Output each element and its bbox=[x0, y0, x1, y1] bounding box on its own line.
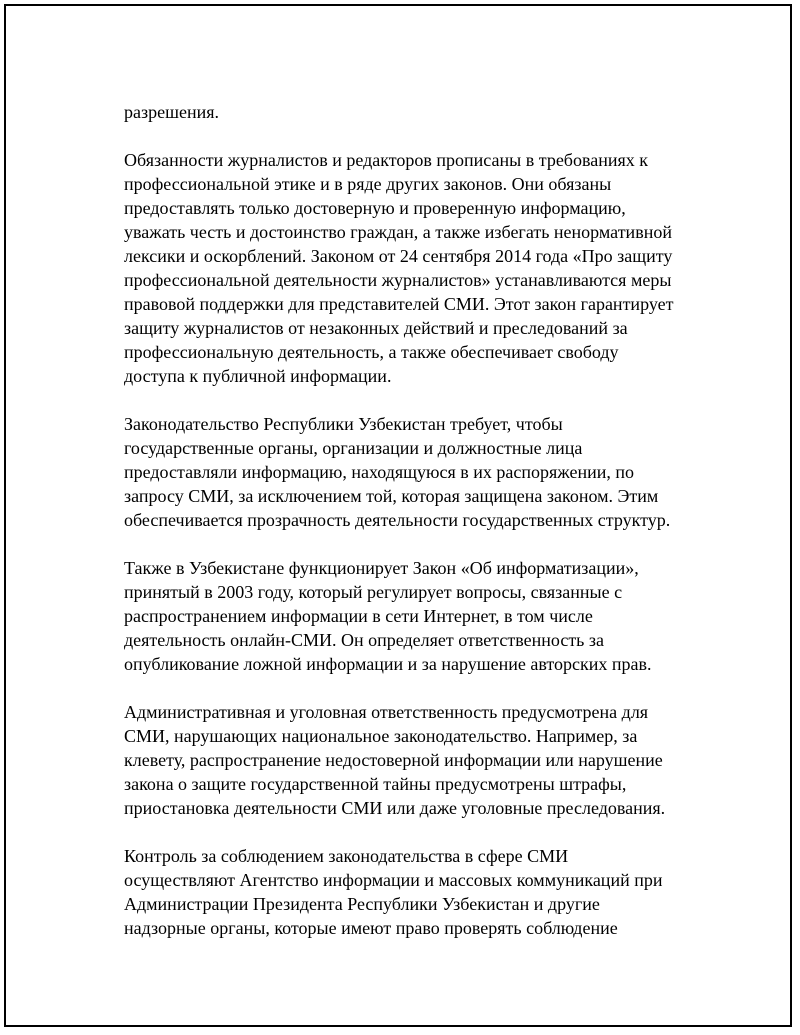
text-line: запросу СМИ, за исключением той, которая защищена законом. Этим bbox=[124, 486, 659, 506]
text-line: распространением информации в сети Интернет, в том числе bbox=[124, 606, 593, 626]
text-line: СМИ, нарушающих национальное законодательство. Например, за bbox=[124, 726, 638, 746]
text-line: предоставляли информацию, находящуюся в их распоряжении, по bbox=[124, 462, 634, 482]
text-line: уважать честь и достоинство граждан, а также избегать ненормативной bbox=[124, 222, 672, 242]
paragraph bbox=[124, 148, 684, 388]
paragraph bbox=[124, 100, 684, 124]
text-line: государственные органы, организации и должностные лица bbox=[124, 438, 583, 458]
text-line: Обязанности журналистов и редакторов прописаны в требованиях к bbox=[124, 150, 649, 170]
text-line: Администрации Президента Республики Узбекистан и другие bbox=[124, 894, 600, 914]
text-line: Административная и уголовная ответственность предусмотрена для bbox=[124, 702, 649, 722]
page-frame bbox=[4, 4, 792, 1027]
text-line: профессиональной этике и в ряде других законов. Они обязаны bbox=[124, 174, 612, 194]
text-line: Контроль за соблюдением законодательства в сфере СМИ bbox=[124, 846, 569, 866]
page-body bbox=[124, 100, 684, 940]
text-line: предоставлять только достоверную и проверенную информацию, bbox=[124, 198, 626, 218]
paragraph bbox=[124, 844, 684, 940]
text-line: Законодательство Республики Узбекистан требует, чтобы bbox=[124, 414, 563, 434]
text-line: лексики и оскорблений. Законом от 24 сентября 2014 года «Про защиту bbox=[124, 246, 673, 266]
text-line: опубликование ложной информации и за нарушение авторских прав. bbox=[124, 654, 652, 674]
paragraph bbox=[124, 556, 684, 676]
paragraph bbox=[124, 412, 684, 532]
text-line: деятельность онлайн-СМИ. Он определяет ответственность за bbox=[124, 630, 604, 650]
paragraph bbox=[124, 700, 684, 820]
text-line: доступа к публичной информации. bbox=[124, 366, 392, 386]
text-line: приостановка деятельности СМИ или даже уголовные преследования. bbox=[124, 798, 666, 818]
text-line: закона о защите государственной тайны предусмотрены штрафы, bbox=[124, 774, 627, 794]
text-line: защиту журналистов от незаконных действий и преследований за bbox=[124, 318, 628, 338]
text-line: осуществляют Агентство информации и массовых коммуникаций при bbox=[124, 870, 663, 890]
text-line: клевету, распространение недостоверной информации или нарушение bbox=[124, 750, 663, 770]
text-line: надзорные органы, которые имеют право проверять соблюдение bbox=[124, 918, 618, 938]
text-line: обеспечивается прозрачность деятельности государственных структур. bbox=[124, 510, 671, 530]
text-line: профессиональную деятельность, а также обеспечивает свободу bbox=[124, 342, 619, 362]
text-line: профессиональной деятельности журналистов» устанавливаются меры bbox=[124, 270, 672, 290]
text-line: Также в Узбекистане функционирует Закон «Об информатизации», bbox=[124, 558, 639, 578]
text-line: принятый в 2003 году, который регулирует вопросы, связанные с bbox=[124, 582, 623, 602]
text-line: разрешения. bbox=[124, 102, 219, 122]
text-line: правовой поддержки для представителей СМИ. Этот закон гарантирует bbox=[124, 294, 674, 314]
